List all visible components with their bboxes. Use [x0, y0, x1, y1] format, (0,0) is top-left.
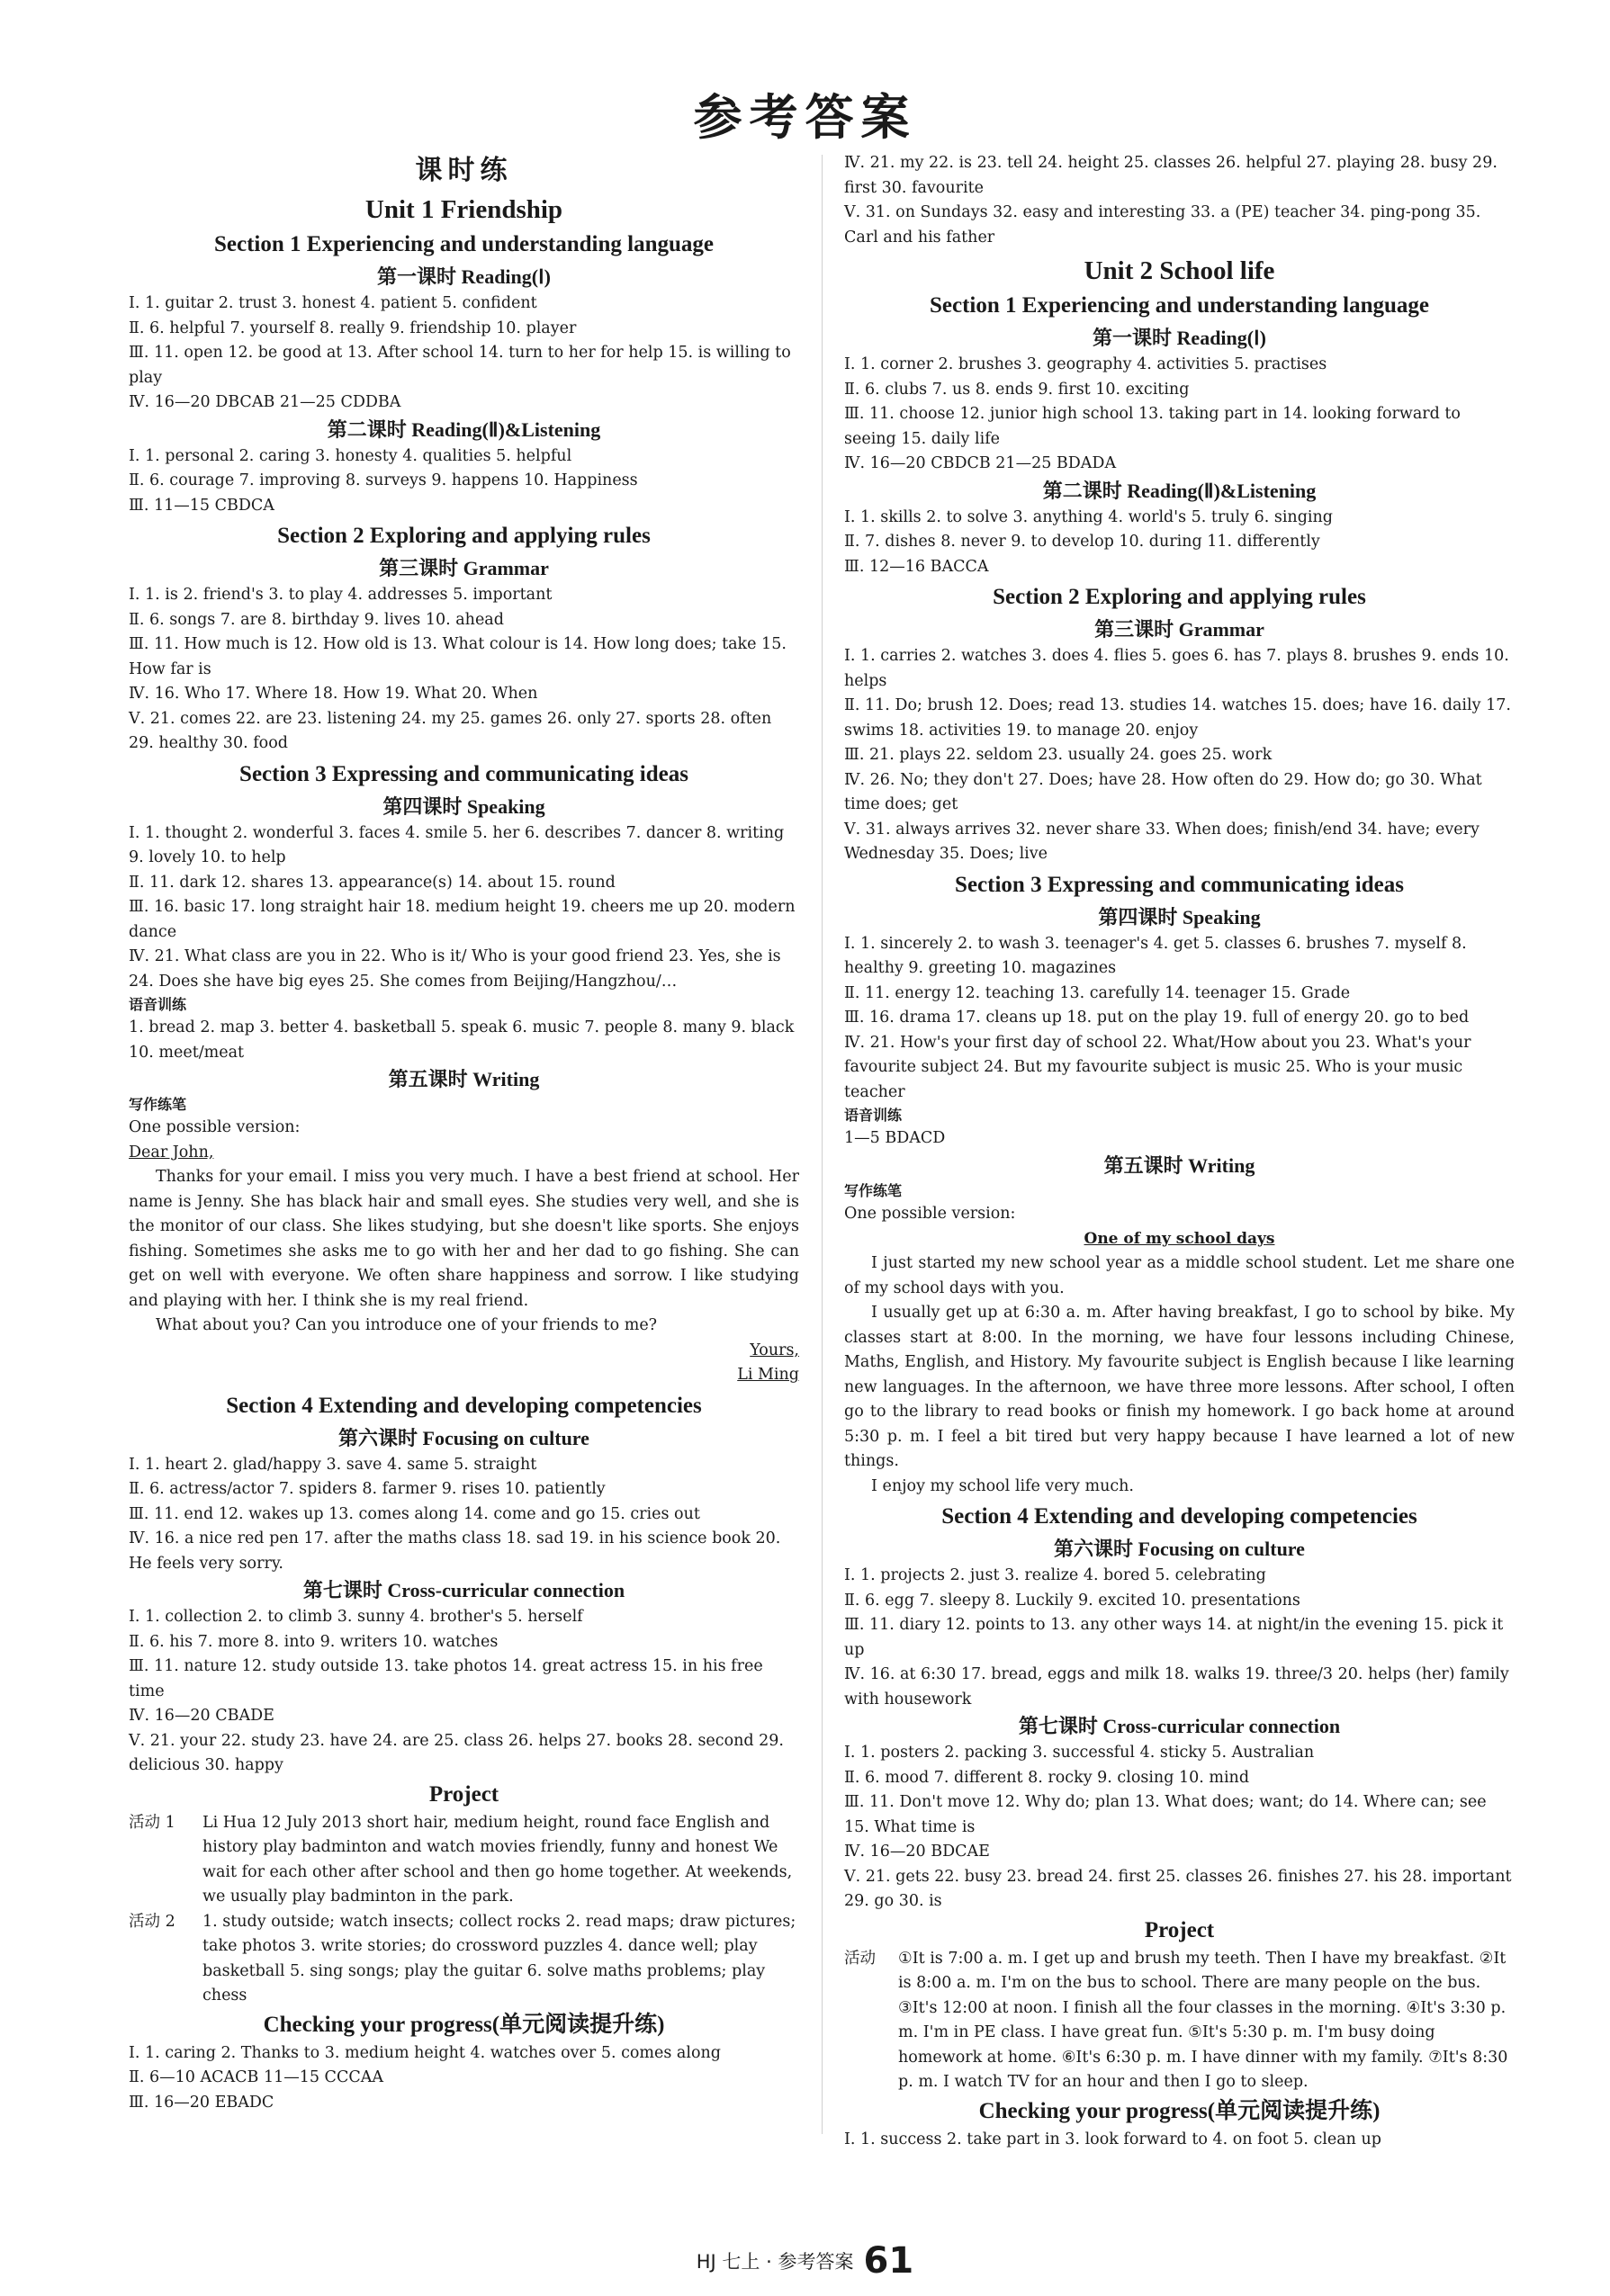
paragraph: Thanks for your email. I miss you very much. I have a best friend at school. Her name is Jenny. She has black hair and small eyes. She studies very well, and she is the monitor of our class. She likes studying, but she doesn't like sports. She enjoys fishing. Sometimes she asks me to go with her and her dad to go fishing. She can get on well with everyone. We often share happiness and sorrow. I like studying and playing with her. I think she is my real friend.	[129, 1168, 799, 1310]
answer-line: Ⅰ. 1. skills 2. to solve 3. anything 4. world's 5. truly 6. singing	[844, 507, 1333, 526]
letter-closing: Yours,	[750, 1341, 799, 1359]
answer-line: Ⅳ. 26. No; they don't 27. Does; have 28. How often do 29. How do; go 30. What time does; get	[844, 770, 1482, 813]
answer-line: Ⅲ. 11. How much is 12. How old is 13. What colour is 14. How long does; take 15. How far is	[129, 635, 787, 678]
answer-block	[129, 2041, 799, 2116]
activity-label: 活动 2	[129, 1912, 175, 1931]
answer-line: Ⅳ. 21. my 22. is 23. tell 24. height 25. classes 26. helpful 27. playing 28. busy 29. first 30. favourite	[844, 154, 1498, 197]
paragraph: I enjoy my school life very much.	[871, 1476, 1134, 1495]
activity-label: 活动 1	[129, 1813, 175, 1832]
answer-line: Ⅰ. 1. success 2. take part in 3. look forward to 4. on foot 5. clean up	[844, 2130, 1381, 2148]
section-heading: Section 2 Exploring and applying rules	[993, 585, 1366, 609]
answer-line: Ⅳ. 16. Who 17. Where 18. How 19. What 20. When	[129, 685, 538, 703]
answer-line: Ⅳ. 16. a nice red pen 17. after the maths class 18. sad 19. in his science book 20. He feels very sorry.	[129, 1529, 781, 1573]
answer-block	[129, 1605, 799, 1779]
answer-line: Ⅲ. 21. plays 22. seldom 23. usually 24. goes 25. work	[844, 746, 1273, 764]
activity-row	[129, 1811, 799, 1910]
answer-line: Ⅳ. 16—20 CBDCB 21—25 BDADA	[844, 454, 1117, 472]
answer-line: Ⅴ. 31. on Sundays 32. easy and interesting 33. a (PE) teacher 34. ping-pong 35. Carl and his father	[844, 203, 1481, 247]
lesson-heading: 第二课时 Reading(Ⅱ)&Listening	[327, 417, 601, 441]
answer-line: Ⅳ. 21. What class are you in 22. Who is it/ Who is your good friend 23. Yes, she is 24. Does she have big eyes 25. She comes from Beijing/Hangzhou/…	[129, 947, 781, 991]
answer-line: Ⅱ. 11. Do; brush 12. Does; read 13. studies 14. watches 15. does; have 16. daily 17. swims 18. activities 19. to manage 20. enjoy	[844, 696, 1511, 740]
section-heading: 课时练	[415, 155, 513, 186]
answer-line: Ⅳ. 16. at 6:30 17. bread, eggs and milk 18. walks 19. three/3 20. helps (her) family with housework	[844, 1665, 1509, 1709]
letter-signature: Li Ming	[737, 1366, 799, 1384]
answer-line: Ⅰ. 1. is 2. friend's 3. to play 4. addresses 5. important	[129, 586, 553, 604]
section-heading: Section 1 Experiencing and understanding language	[214, 232, 714, 256]
answer-line: Ⅱ. 6. clubs 7. us 8. ends 9. first 10. exciting	[844, 380, 1190, 399]
activity-row	[129, 1910, 799, 2009]
answer-line: Ⅴ. 21. gets 22. busy 23. bread 24. first 25. classes 26. finishes 27. his 28. important 29. go 30. is	[844, 1867, 1512, 1910]
answer-line: Ⅰ. 1. collection 2. to climb 3. sunny 4. brother's 5. herself	[129, 1608, 583, 1626]
answer-block	[129, 583, 799, 757]
lesson-heading: 第五课时 Writing	[388, 1068, 540, 1090]
subheading: 写作练笔	[129, 1096, 187, 1113]
lesson-heading: 第三课时 Grammar	[379, 557, 549, 579]
lesson-heading: 第四课时 Speaking	[1098, 905, 1261, 928]
answer-block	[844, 1741, 1515, 1915]
answer-line: Ⅳ. 16—20 DBCAB 21—25 CDDBA	[129, 393, 401, 411]
checking-heading: Checking your progress(单元阅读提升练)	[263, 2012, 665, 2037]
answer-block	[844, 506, 1515, 580]
answer-block	[129, 444, 799, 519]
paragraph: What about you? Can you introduce one of your friends to me?	[156, 1316, 658, 1334]
answer-line: Ⅰ. 1. sincerely 2. to wash 3. teenager's 4. get 5. classes 6. brushes 7. myself 8. healthy 9. greeting 10. magazines	[844, 934, 1467, 977]
answer-line: Ⅰ. 1. heart 2. glad/happy 3. save 4. same 5. straight	[129, 1455, 537, 1474]
answer-line: Ⅱ. 6—10 ACACB 11—15 CCCAA	[129, 2068, 384, 2086]
answer-line: Ⅲ. 16. basic 17. long straight hair 18. medium height 19. cheers me up 20. modern dance	[129, 898, 796, 941]
project-heading: Project	[1144, 1917, 1215, 1942]
answer-line: 1. bread 2. map 3. better 4. basketball 5. speak 6. music 7. people 8. many 9. black 10. meet/meat	[129, 1018, 795, 1062]
answer-block	[844, 151, 1515, 250]
lesson-heading: 第二课时 Reading(Ⅱ)&Listening	[1042, 479, 1317, 502]
lesson-heading: 第四课时 Speaking	[382, 794, 545, 818]
section-heading: Section 1 Experiencing and understanding language	[930, 293, 1429, 318]
left-column	[129, 151, 799, 2115]
subheading: 语音训练	[129, 996, 187, 1013]
checking-heading: Checking your progress(单元阅读提升练)	[978, 2098, 1381, 2123]
answer-line: Ⅳ. 16—20 CBADE	[129, 1707, 274, 1725]
project-heading: Project	[428, 1781, 499, 1807]
answer-block	[844, 644, 1515, 867]
answer-line: Ⅲ. 11. nature 12. study outside 13. take photos 14. great actress 15. in his free time	[129, 1657, 763, 1700]
answer-line: Ⅲ. 11—15 CBDCA	[129, 496, 274, 515]
section-heading: Section 3 Expressing and communicating ideas	[955, 872, 1404, 897]
essay-title: One of my school days	[1084, 1230, 1275, 1248]
answer-line: Ⅲ. 11. choose 12. junior high school 13. taking part in 14. looking forward to seeing 15. daily life	[844, 405, 1461, 448]
answer-line: Ⅲ. 12—16 BACCA	[844, 557, 989, 576]
possible-version-label: One possible version:	[129, 1118, 301, 1136]
answer-line: 1—5 BDACD	[844, 1129, 946, 1147]
answer-line: Ⅰ. 1. thought 2. wonderful 3. faces 4. smile 5. her 6. describes 7. dancer 8. writing 9. lovely 10. to help	[129, 823, 785, 866]
unit-heading: Unit 2 School life	[1084, 256, 1275, 285]
answer-line: Ⅴ. 31. always arrives 32. never share 33. When does; finish/end 34. have; every Wednesday 35. Does; live	[844, 820, 1480, 863]
activity-row	[844, 1947, 1515, 2095]
answer-line: Ⅲ. 11. open 12. be good at 13. After school 14. turn to her for help 15. is willing to play	[129, 344, 791, 387]
answer-line: Ⅴ. 21. comes 22. are 23. listening 24. my 25. games 26. only 27. sports 28. often 29. healthy 30. food	[129, 709, 772, 752]
answer-line: Ⅱ. 6. helpful 7. yourself 8. really 9. friendship 10. player	[129, 318, 577, 337]
page-number: 61	[863, 2240, 914, 2282]
subheading: 写作练笔	[844, 1181, 903, 1199]
answer-block	[129, 291, 799, 416]
lesson-heading: 第一课时 Reading(Ⅰ)	[377, 265, 551, 288]
paragraph: I just started my new school year as a middle school student. Let me share one of my school days with you.	[844, 1254, 1515, 1297]
letter-body	[129, 1165, 799, 1339]
answer-line: Ⅲ. 11. Don't move 12. Why do; plan 13. What does; want; do 14. Where can; see 15. What time is	[844, 1793, 1487, 1836]
answer-line: Ⅲ. 11. end 12. wakes up 13. comes along 14. come and go 15. cries out	[129, 1504, 700, 1523]
lesson-heading: 第七课时 Cross-curricular connection	[1018, 1715, 1341, 1737]
lesson-heading: 第六课时 Focusing on culture	[1054, 1538, 1305, 1560]
possible-version-label: One possible version:	[844, 1204, 1016, 1223]
page-title: 参考答案	[693, 89, 917, 146]
answer-line: Ⅳ. 16—20 BDCAE	[844, 1843, 990, 1861]
paragraph: I usually get up at 6:30 a. m. After having breakfast, I go to school by bike. My classes start at 8:00. In the morning, we have four lessons including Chinese, Maths, English, and History. My favourite subject is English because I like learning new languages. In the afternoon, we have three more lessons. After school, I often go to the library to read books or finish my homework. I go back home at around 5:30 p. m. I feel a bit tired but very happy because I have learned a lot of new things.	[844, 1304, 1515, 1470]
lesson-heading: 第一课时 Reading(Ⅰ)	[1093, 327, 1266, 349]
answer-line: Ⅱ. 11. dark 12. shares 13. appearance(s) 14. about 15. round	[129, 873, 616, 892]
answer-block	[844, 1564, 1515, 1712]
answer-line: Ⅲ. 16—20 EBADC	[129, 2093, 274, 2112]
activity-text: 1. study outside; watch insects; collect rocks 2. read maps; draw pictures; take photos 3. write stories; do crossword puzzles 4. dance well; play basketball 5. sing songs; play the guitar 6. solve maths problems; play chess	[202, 1912, 796, 2005]
section-heading: Section 4 Extending and developing competencies	[941, 1504, 1417, 1529]
answer-line: Ⅰ. 1. posters 2. packing 3. successful 4. sticky 5. Australian	[844, 1744, 1315, 1762]
answer-line: Ⅲ. 11. diary 12. points to 13. any other ways 14. at night/in the evening 15. pick it up	[844, 1616, 1504, 1659]
section-heading: Section 4 Extending and developing competencies	[226, 1393, 702, 1418]
subheading: 语音训练	[844, 1107, 903, 1124]
answer-line: Ⅰ. 1. projects 2. just 3. realize 4. bored 5. celebrating	[844, 1566, 1266, 1584]
answer-line: Ⅰ. 1. guitar 2. trust 3. honest 4. patient 5. confident	[129, 294, 537, 312]
answer-block	[844, 353, 1515, 477]
letter-salutation: Dear John,	[129, 1143, 214, 1161]
section-heading: Section 2 Exploring and applying rules	[277, 524, 651, 548]
answer-line: Ⅰ. 1. personal 2. caring 3. honesty 4. qualities 5. helpful	[129, 446, 572, 465]
page-footer	[0, 2240, 1610, 2282]
activity-text: Li Hua 12 July 2013 short hair, medium height, round face English and history play badminton and watch movies friendly, funny and honest We wait for each other after school and then go home together. At weekends, we usually play badminton in the park.	[202, 1813, 793, 1906]
activity-text: ①It is 7:00 a. m. I get up and brush my teeth. Then I have my breakfast. ②It is 8:00 a. m. I'm on the bus to school. There are many people on the bus. ③It's 12:00 at noon. I finish all the four classes in the morning. ④It's 3:30 p. m. I'm in PE class. I have great fun. ⑤It's 5:30 p. m. I'm busy doing homework at home. ⑥It's 6:30 p. m. I have dinner with my family. ⑦It's 8:30 p. m. I watch TV for an hour and then I go to sleep.	[898, 1949, 1508, 2091]
answer-line: Ⅱ. 6. mood 7. different 8. rocky 9. closing 10. mind	[844, 1768, 1250, 1787]
lesson-heading: 第五课时 Writing	[1103, 1153, 1255, 1177]
answer-line: Ⅴ. 21. your 22. study 23. have 24. are 25. class 26. helps 27. books 28. second 29. delicious 30. happy	[129, 1731, 784, 1774]
answer-line: Ⅰ. 1. corner 2. brushes 3. geography 4. activities 5. practises	[844, 355, 1327, 373]
section-heading: Section 3 Expressing and communicating ideas	[239, 761, 688, 786]
answer-line: Ⅰ. 1. carries 2. watches 3. does 4. flies 5. goes 6. has 7. plays 8. brushes 9. ends 10. helps	[844, 647, 1509, 690]
column-divider	[822, 155, 823, 2134]
answer-line: Ⅱ. 6. songs 7. are 8. birthday 9. lives 10. ahead	[129, 610, 504, 629]
answer-line: Ⅱ. 7. dishes 8. never 9. to develop 10. during 11. differently	[844, 533, 1320, 551]
answer-line: Ⅲ. 16. drama 17. cleans up 18. put on the play 19. full of energy 20. go to bed	[844, 1009, 1470, 1027]
answer-line: Ⅱ. 6. his 7. more 8. into 9. writers 10. watches	[129, 1632, 499, 1651]
lesson-heading: 第七课时 Cross-curricular connection	[302, 1579, 625, 1601]
lesson-heading: 第六课时 Focusing on culture	[338, 1426, 589, 1449]
answer-line: Ⅱ. 11. energy 12. teaching 13. carefully 14. teenager 15. Grade	[844, 983, 1351, 1002]
answer-block	[844, 932, 1515, 1106]
unit-heading: Unit 1 Friendship	[364, 195, 563, 224]
answer-block	[129, 1453, 799, 1577]
right-column	[844, 151, 1515, 2152]
activity-label: 活动	[844, 1949, 876, 1968]
essay-body	[844, 1251, 1515, 1499]
footer-text: HJ 七上 · 参考答案	[696, 2251, 854, 2273]
answer-block	[129, 821, 799, 995]
answer-line: Ⅳ. 21. How's your first day of school 22. What/How about you 23. What's your favourite subject 24. But my favourite subject is music 25. Who is your music teacher	[844, 1033, 1471, 1101]
answer-line: Ⅱ. 6. actress/actor 7. spiders 8. farmer 9. rises 10. patiently	[129, 1480, 606, 1498]
answer-line: Ⅱ. 6. egg 7. sleepy 8. Luckily 9. excited 10. presentations	[844, 1591, 1300, 1610]
answer-line: Ⅰ. 1. caring 2. Thanks to 3. medium height 4. watches over 5. comes along	[129, 2043, 721, 2062]
answer-line: Ⅱ. 6. courage 7. improving 8. surveys 9. happens 10. Happiness	[129, 471, 638, 489]
lesson-heading: 第三课时 Grammar	[1094, 618, 1264, 641]
